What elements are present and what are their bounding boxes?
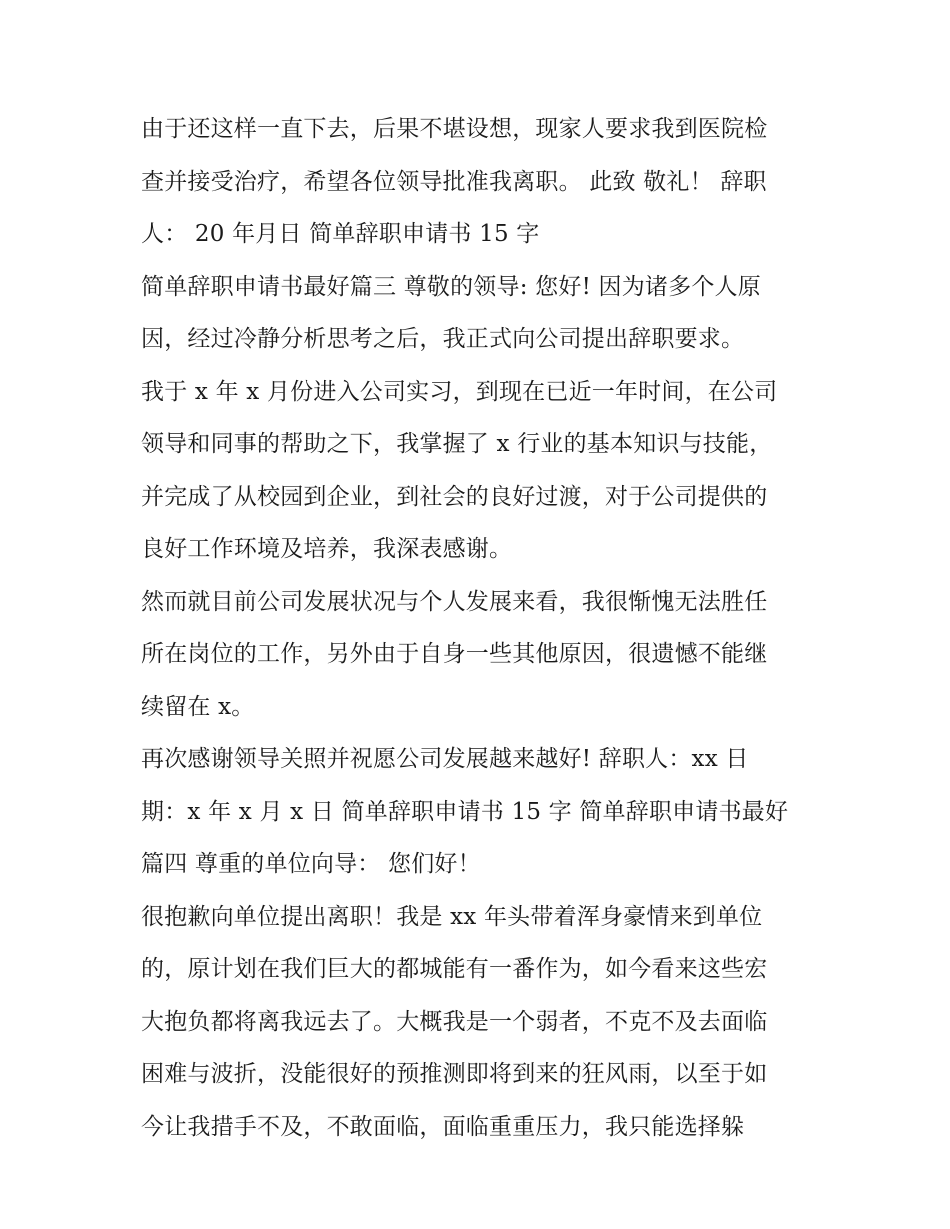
text-line: 人： 20 年月日 简单辞职申请书 15 字 <box>141 221 540 247</box>
text-line: 篇四 尊重的单位向导： 您们好！ <box>141 851 481 877</box>
text-line: 我于 x 年 x 月份进入公司实习，到现在已近一年时间，在公司 <box>141 378 778 405</box>
text-line: 困难与波折，没能很好的预推测即将到来的狂风雨，以至于如 <box>141 1061 768 1087</box>
document-body <box>141 103 831 1153</box>
text-line: 所在岗位的工作，另外由于自身一些其他原因，很遗憾不能继 <box>141 641 768 667</box>
text-line: 大抱负都将离我远去了。大概我是一个弱者，不克不及去面临 <box>141 1008 768 1035</box>
text-line: 然而就目前公司发展状况与个人发展来看，我很惭愧无法胜任 <box>141 588 768 615</box>
text-line: 并完成了从校园到企业，到社会的良好过渡，对于公司提供的 <box>141 483 768 510</box>
text-line: 查并接受治疗，希望各位领导批准我离职。 此致 敬礼！ 辞职 <box>141 168 767 195</box>
text-line: 的，原计划在我们巨大的都城能有一番作为，如今看来这些宏 <box>141 956 768 982</box>
text-line: 简单辞职申请书最好篇三 尊敬的领导: 您好! 因为诸多个人原 <box>141 273 761 300</box>
text-line: 续留在 x。 <box>141 693 255 720</box>
text-line: 很抱歉向单位提出离职！我是 xx 年头带着浑身豪情来到单位 <box>141 903 763 930</box>
text-line: 再次感谢领导关照并祝愿公司发展越来越好! 辞职人：xx 日 <box>141 746 749 772</box>
text-line: 期：x 年 x 月 x 日 简单辞职申请书 15 字 简单辞职申请书最好 <box>141 798 789 825</box>
text-line: 因，经过冷静分析思考之后，我正式向公司提出辞职要求。 <box>141 326 745 352</box>
text-line: 领导和同事的帮助之下，我掌握了 x 行业的基本知识与技能， <box>141 431 773 457</box>
text-line: 今让我措手不及，不敢面临，面临重重压力，我只能选择躲 <box>141 1113 745 1140</box>
text-line: 良好工作环境及培养，我深表感谢。 <box>141 536 513 562</box>
text-line: 由于还这样一直下去，后果不堪设想，现家人要求我到医院检 <box>141 116 768 142</box>
